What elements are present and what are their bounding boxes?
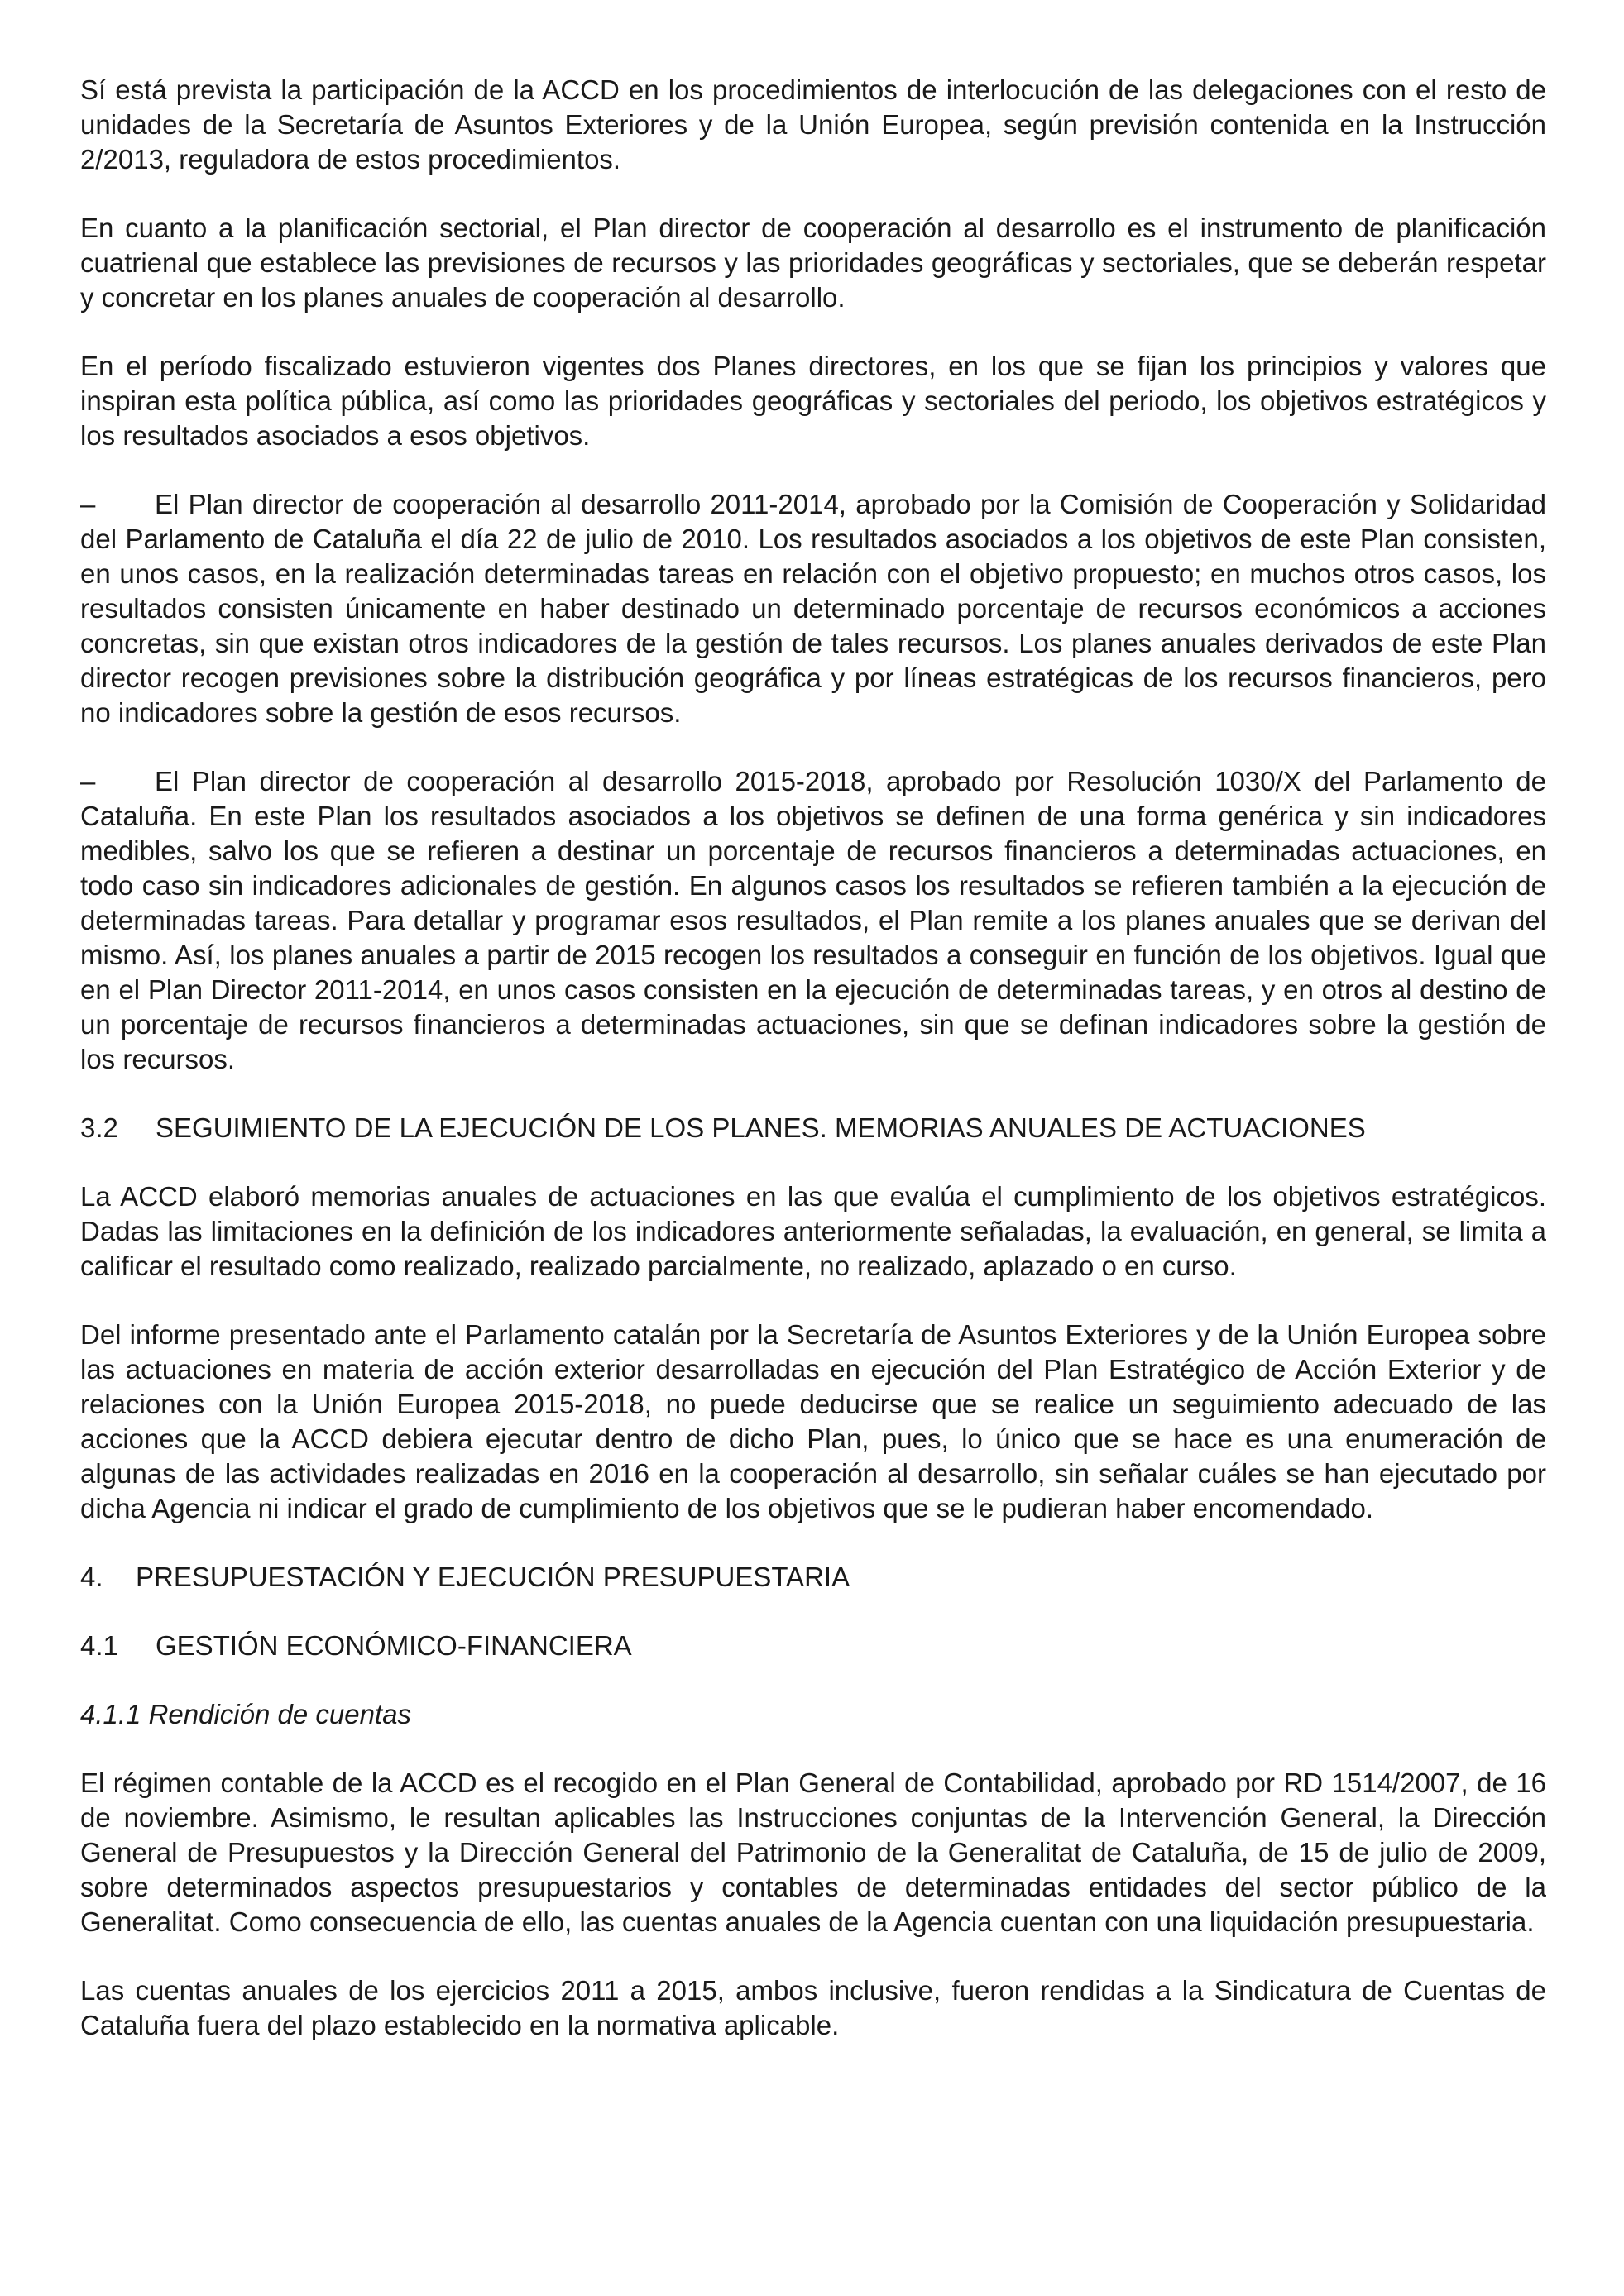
section-title: GESTIÓN ECONÓMICO-FINANCIERA xyxy=(156,1630,632,1661)
section-heading-4-1 xyxy=(80,1629,1546,1663)
document-page xyxy=(80,73,1546,2077)
section-title: SEGUIMIENTO DE LA EJECUCIÓN DE LOS PLANES. MEMORIAS ANUALES DE ACTUACIONES xyxy=(156,1112,1366,1143)
bullet-dash: – xyxy=(80,766,96,796)
section-number: 4.1 xyxy=(80,1630,118,1661)
subsection-heading-4-1-1: 4.1.1 Rendición de cuentas xyxy=(80,1699,411,1729)
paragraph-cuentas-anuales: Las cuentas anuales de los ejercicios 2011 a 2015, ambos inclusive, fueron rendidas a la Sindicatura de Cuentas de Cataluña fuera del plazo establecido en la normativa aplicable. xyxy=(80,1975,1546,2040)
section-number: 3.2 xyxy=(80,1112,118,1143)
bullet-dash: – xyxy=(80,489,96,519)
bullet-text: El Plan director de cooperación al desarrollo 2015-2018, aprobado por Resolución 1030/X del Parlamento de Cataluña. En este Plan los resultados asociados a los objetivos se definen de una forma genérica y sin indicadores medibles, salvo los que se refieren a destinar un porcentaje de recursos financieros a determinadas actuaciones, en todo caso sin indicadores adicionales de gestión. En algunos casos los resultados se refieren también a la ejecución de determinadas tareas. Para detallar y programar esos resultados, el Plan remite a los planes anuales que se derivan del mismo. Así, los planes anuales a partir de 2015 recogen los resultados a conseguir en función de los objetivos. Igual que en el Plan Director 2011-2014, en unos casos consisten en la ejecución de determinadas tareas, y en otros al destino de un porcentaje de recursos financieros a determinadas actuaciones, sin que se definan indicadores sobre la gestión de los recursos. xyxy=(80,766,1546,1074)
paragraph-memorias: La ACCD elaboró memorias anuales de actuaciones en las que evalúa el cumplimiento de los objetivos estratégicos. Dadas las limitaciones en la definición de los indicadores anteriormente señaladas, la evaluación, en general, se limita a calificar el resultado como realizado, realizado parcialmente, no realizado, aplazado o en curso. xyxy=(80,1181,1546,1281)
paragraph-planes-directores: En el período fiscalizado estuvieron vigentes dos Planes directores, en los que se fijan los principios y valores que inspiran esta política pública, así como las prioridades geográficas y sectoriales del periodo, los objetivos estratégicos y los resultados asociados a esos objetivos. xyxy=(80,351,1546,451)
paragraph-regimen-contable: El régimen contable de la ACCD es el recogido en el Plan General de Contabilidad, aprobado por RD 1514/2007, de 16 de noviembre. Asimismo, le resultan aplicables las Instrucciones conjuntas de la Intervención General, la Dirección General de Presupuestos y la Dirección General del Patrimonio de la Generalitat de Cataluña, de 15 de julio de 2009, sobre determinados aspectos presupuestarios y contables de determinadas entidades del sector público de la Generalitat. Como consecuencia de ello, las cuentas anuales de la Agencia cuentan con una liquidación presupuestaria. xyxy=(80,1767,1546,1937)
section-heading-4 xyxy=(80,1560,1546,1595)
bullet-text: El Plan director de cooperación al desarrollo 2011-2014, aprobado por la Comisión de Cooperación y Solidaridad del Parlamento de Cataluña el día 22 de julio de 2010. Los resultados asociados a los objetivos de este Plan consisten, en unos casos, en la realización determinadas tareas en relación con el objetivo propuesto; en muchos otros casos, los resultados consisten únicamente en haber destinado un determinado porcentaje de recursos económicos a acciones concretas, sin que existan otros indicadores de la gestión de tales recursos. Los planes anuales derivados de este Plan director recogen previsiones sobre la distribución geográfica y por líneas estratégicas de los recursos financieros, pero no indicadores sobre la gestión de esos recursos. xyxy=(80,489,1546,728)
paragraph-informe: Del informe presentado ante el Parlamento catalán por la Secretaría de Asuntos Exteriores y de la Unión Europea sobre las actuaciones en materia de acción exterior desarrolladas en ejecución del Plan Estratégico de Acción Exterior y de relaciones con la Unión Europea 2015-2018, no puede deducirse que se realice un seguimiento adecuado de las acciones que la ACCD debiera ejecutar dentro de dicho Plan, pues, lo único que se hace es una enumeración de algunas de las actividades realizadas en 2016 en la cooperación al desarrollo, sin señalar cuáles se han ejecutado por dicha Agencia ni indicar el grado de cumplimiento de los objetivos que se le pudieran haber encomendado. xyxy=(80,1319,1546,1523)
section-title: PRESUPUESTACIÓN Y EJECUCIÓN PRESUPUESTARIA xyxy=(136,1562,850,1592)
paragraph-sector-planning: En cuanto a la planificación sectorial, el Plan director de cooperación al desarrollo es el instrumento de planificación cuatrienal que establece las previsiones de recursos y las prioridades geográficas y sectoriales, que se deberán respetar y concretar en los planes anuales de cooperación al desarrollo. xyxy=(80,213,1546,313)
section-number: 4. xyxy=(80,1562,103,1592)
section-heading-3-2 xyxy=(80,1111,1546,1146)
paragraph-participation: Sí está prevista la participación de la ACCD en los procedimientos de interlocución de las delegaciones con el resto de unidades de la Secretaría de Asuntos Exteriores y de la Unión Europea, según previsión contenida en la Instrucción 2/2013, reguladora de estos procedimientos. xyxy=(80,74,1546,175)
bullet-plan-2015-2018 xyxy=(80,764,1546,1077)
bullet-plan-2011-2014 xyxy=(80,487,1546,730)
